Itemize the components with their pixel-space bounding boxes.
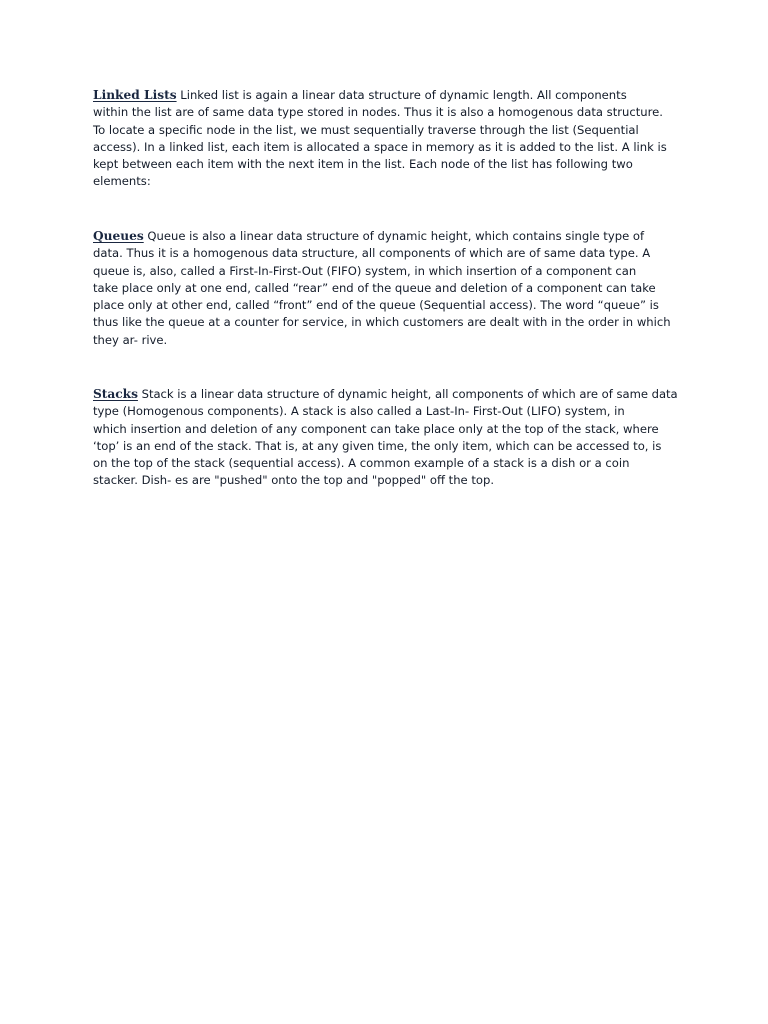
stacks-line: which insertion and deletion of any component can take place only at the top of the stack, where (93, 421, 659, 436)
queues-heading: Queues (93, 229, 144, 243)
queues-line: data. Thus it is a homogenous data structure, all components of which are of same data type. A (93, 246, 651, 261)
linked-lists-line: kept between each item with the next item in the list. Each node of the list has following two (93, 157, 633, 172)
linked-lists-line: To locate a specific node in the list, we must sequentially traverse through the list (Sequential (93, 122, 639, 137)
stacks-section (93, 386, 678, 490)
stacks-line: ‘top’ is an end of the stack. That is, at any given time, the only item, which can be accessed to, is (93, 438, 662, 453)
linked-lists-section (93, 87, 678, 191)
linked-lists-heading: Linked Lists (93, 88, 177, 102)
linked-lists-text: Linked list is again a linear data structure of dynamic length. All components (176, 88, 627, 102)
queues-section (93, 228, 678, 349)
linked-lists-line: elements: (93, 174, 151, 189)
linked-lists-line-1 (93, 87, 678, 104)
queues-line-1 (93, 228, 678, 245)
queues-line: they ar- rive. (93, 332, 168, 347)
stacks-line: stacker. Dish- es are "pushed" onto the top and "popped" off the top. (93, 473, 495, 488)
stacks-line: type (Homogenous components). A stack is also called a Last-In- First-Out (LIFO) system, in (93, 404, 625, 419)
queues-text: Queue is also a linear data structure of dynamic height, which contains single type of (143, 229, 645, 243)
queues-line: take place only at one end, called “rear” end of the queue and deletion of a component can take (93, 280, 656, 295)
stacks-line: on the top of the stack (sequential access). A common example of a stack is a dish or a coin (93, 456, 630, 471)
linked-lists-line: within the list are of same data type stored in nodes. Thus it is also a homogenous data structure. (93, 105, 663, 120)
linked-lists-line: access). In a linked list, each item is allocated a space in memory as it is added to the list. A link is (93, 139, 667, 154)
queues-line: queue is, also, called a First-In-First-Out (FIFO) system, in which insertion of a component can (93, 263, 637, 278)
queues-line: place only at other end, called “front” end of the queue (Sequential access). The word “queue” is (93, 298, 659, 313)
stacks-heading: Stacks (93, 387, 138, 401)
stacks-text: Stack is a linear data structure of dynamic height, all components of which are of same data (137, 387, 678, 401)
stacks-line-1 (93, 386, 678, 403)
queues-line: thus like the queue at a counter for service, in which customers are dealt with in the order in which (93, 315, 671, 330)
